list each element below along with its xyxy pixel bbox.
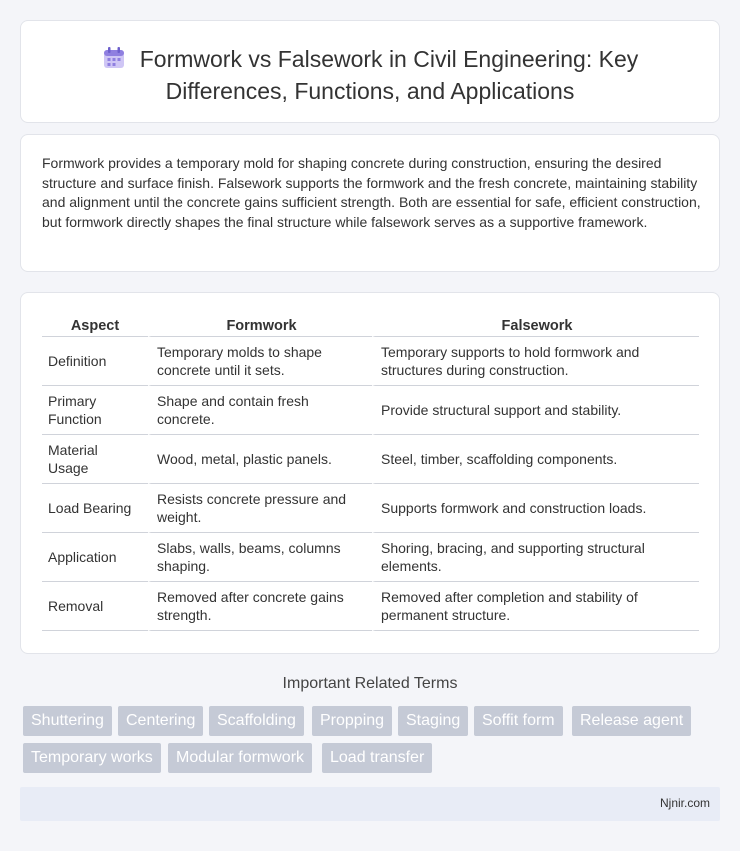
title-line-2: Differences, Functions, and Applications (165, 78, 575, 104)
cell-formwork: Shape and contain fresh concrete. (148, 386, 372, 435)
cell-falsework: Temporary supports to hold formwork and structures during construction. (372, 337, 699, 386)
cell-formwork: Wood, metal, plastic panels. (148, 435, 372, 484)
tag-shuttering[interactable]: Shuttering (23, 706, 112, 736)
cell-aspect: Definition (42, 337, 148, 386)
calendar-icon (102, 46, 126, 77)
table-row (42, 337, 699, 386)
related-terms-heading: Important Related Terms (282, 675, 458, 692)
title-line-1: Formwork vs Falsework in Civil Engineering: Key (139, 46, 639, 72)
intro-card (20, 134, 720, 272)
header-falsework: Falsework (372, 314, 699, 337)
footer-site[interactable]: Njnir.com (659, 796, 710, 810)
cell-formwork: Temporary molds to shape concrete until it sets. (148, 337, 372, 386)
comparison-card (20, 292, 720, 654)
cell-aspect: Removal (42, 582, 148, 631)
tag-scaffolding[interactable]: Scaffolding (209, 706, 304, 736)
header-aspect: Aspect (42, 314, 148, 337)
table-row (42, 533, 699, 582)
cell-falsework: Removed after completion and stability of permanent structure. (372, 582, 699, 631)
tag-propping[interactable]: Propping (312, 706, 392, 736)
intro-paragraph: Formwork provides a temporary mold for shaping concrete during construction, ensuring the desired structure and surface finish. Falsework supports the formwork and the fresh concrete, maintaining stability and alignment until the concrete gains sufficient strength. Both are essential for safe, efficient construction, but formwork directly shapes the final structure while falsework serves as a supportive framework. (42, 155, 701, 230)
page-title (21, 45, 719, 106)
cell-falsework: Provide structural support and stability. (372, 386, 699, 435)
cell-formwork: Resists concrete pressure and weight. (148, 484, 372, 533)
cell-formwork: Removed after concrete gains strength. (148, 582, 372, 631)
cell-aspect: Material Usage (42, 435, 148, 484)
tag-soffit-form[interactable]: Soffit form (474, 706, 563, 736)
footer (20, 787, 720, 821)
cell-aspect: Primary Function (42, 386, 148, 435)
tag-release-agent[interactable]: Release agent (572, 706, 691, 736)
cell-falsework: Steel, timber, scaffolding components. (372, 435, 699, 484)
table-row (42, 435, 699, 484)
cell-falsework: Supports formwork and construction loads. (372, 484, 699, 533)
table-row (42, 386, 699, 435)
cell-aspect: Application (42, 533, 148, 582)
comparison-table (42, 314, 699, 631)
cell-falsework: Shoring, bracing, and supporting structural elements. (372, 533, 699, 582)
table-row (42, 484, 699, 533)
table-row (42, 582, 699, 631)
title-card (20, 20, 720, 123)
cell-formwork: Slabs, walls, beams, columns shaping. (148, 533, 372, 582)
tag-temporary-works[interactable]: Temporary works (23, 743, 161, 773)
tag-staging[interactable]: Staging (398, 706, 468, 736)
tag-centering[interactable]: Centering (118, 706, 203, 736)
table-header-row (42, 314, 699, 337)
tag-modular-formwork[interactable]: Modular formwork (168, 743, 312, 773)
tag-load-transfer[interactable]: Load transfer (322, 743, 432, 773)
cell-aspect: Load Bearing (42, 484, 148, 533)
header-formwork: Formwork (148, 314, 372, 337)
